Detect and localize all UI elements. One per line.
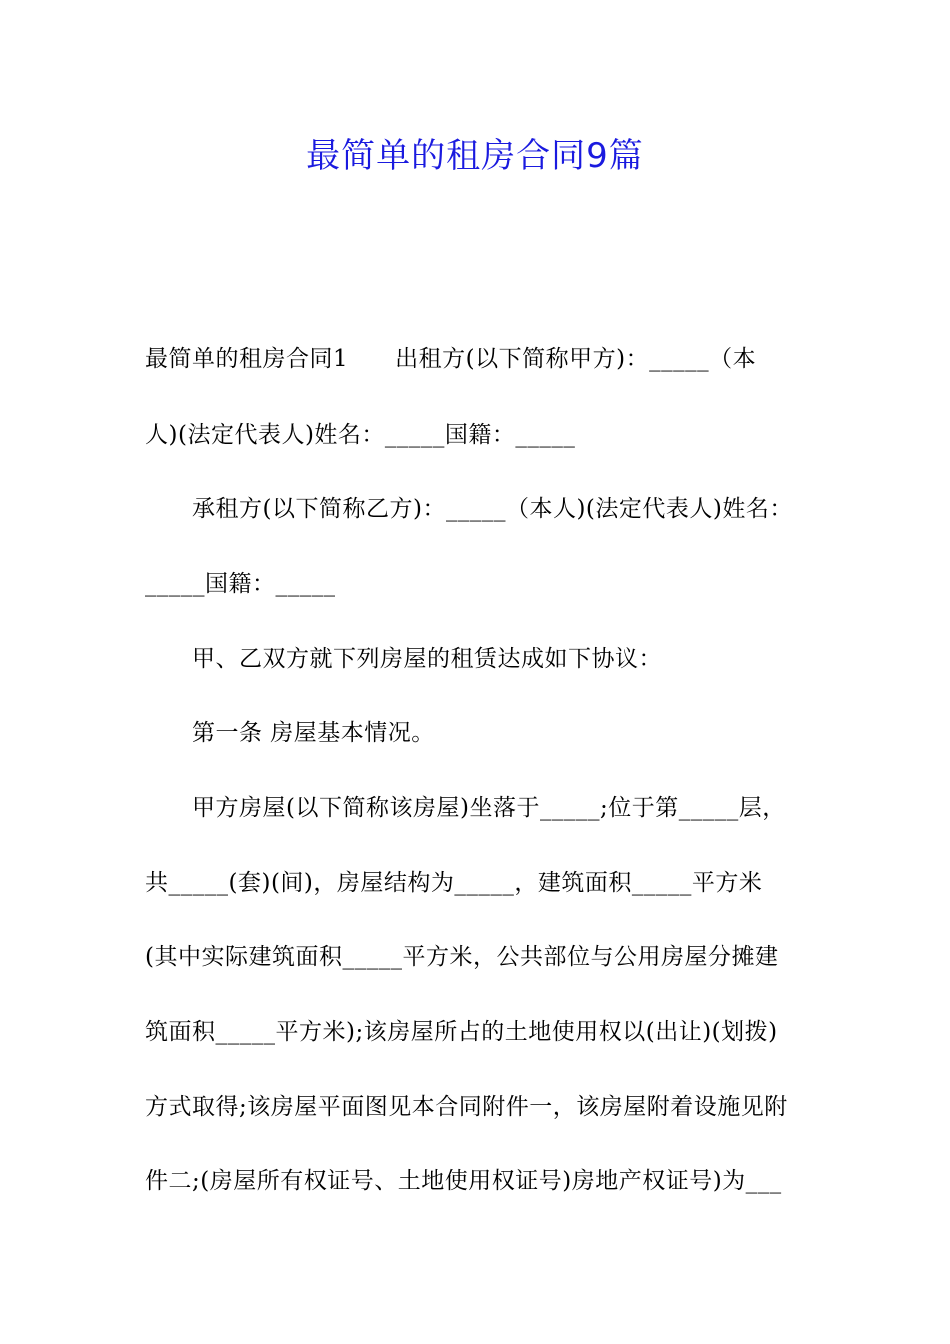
contract-line: 共_____(套)(间)，房屋结构为_____，建筑面积_____平方米 xyxy=(145,870,763,896)
contract-line: 甲、乙双方就下列房屋的租赁达成如下协议： xyxy=(145,646,662,672)
contract-line: _____国籍：_____ xyxy=(145,571,336,597)
document-title: 最简单的租房合同9篇 xyxy=(306,136,644,176)
contract-line: 承租方(以下简称乙方)：_____（本人)(法定代表人)姓名： xyxy=(145,496,793,522)
contract-line: (其中实际建筑面积_____平方米，公共部位与公用房屋分摊建 xyxy=(145,944,779,970)
contract-line: 甲方房屋(以下简称该房屋)坐落于_____;位于第_____层， xyxy=(145,795,786,821)
contract-line: 件二;(房屋所有权证号、土地使用权证号)房地产权证号)为___ xyxy=(145,1168,782,1194)
contract-line: 最简单的租房合同1 出租方(以下简称甲方)：_____（本 xyxy=(145,346,757,372)
contract-line: 人)(法定代表人)姓名：_____国籍：_____ xyxy=(145,422,576,448)
contract-line: 第一条 房屋基本情况。 xyxy=(145,720,435,746)
contract-line: 方式取得;该房屋平面图见本合同附件一，该房屋附着设施见附 xyxy=(145,1094,788,1120)
contract-line: 筑面积_____平方米);该房屋所占的土地使用权以(出让)(划拨) xyxy=(145,1019,778,1045)
